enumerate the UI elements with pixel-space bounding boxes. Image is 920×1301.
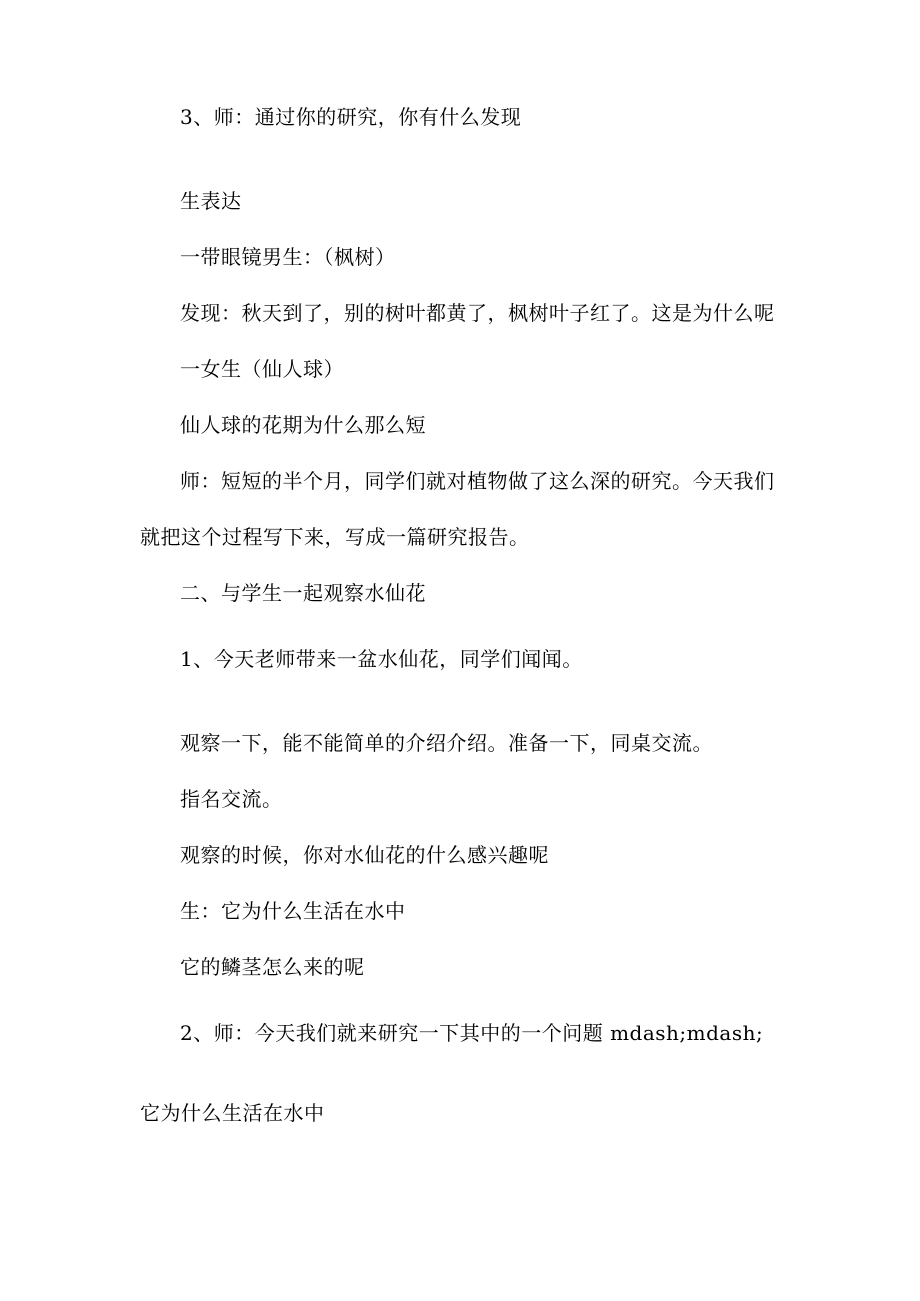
paragraph-1: 3、师：通过你的研究，你有什么发现 [180,105,522,129]
paragraph-9: 观察一下，能不能简单的介绍介绍。准备一下，同桌交流。 [180,731,713,755]
paragraph-12: 生：它为什么生活在水中 [180,899,406,923]
paragraph-7: 师：短短的半个月，同学们就对植物做了这么深的研究。今天我们 [180,469,775,493]
paragraph-13: 它的鳞茎怎么来的呢 [180,955,365,979]
paragraph-6: 仙人球的花期为什么那么短 [180,413,426,437]
paragraph-10: 指名交流。 [180,787,283,811]
paragraph-2: 生表达 [180,189,242,213]
paragraph-5: 一女生（仙人球） [180,357,344,381]
paragraph-14: 2、师：今天我们就来研究一下其中的一个问题 mdash;mdash; [180,1021,764,1045]
paragraph-8: 1、今天老师带来一盆水仙花，同学们闻闻。 [180,647,583,671]
paragraph-11: 观察的时候，你对水仙花的什么感兴趣呢 [180,843,549,867]
paragraph-3: 一带眼镜男生：（枫树） [180,245,396,269]
paragraph-14-continued: 它为什么生活在水中 [140,1101,325,1125]
paragraph-4: 发现：秋天到了，别的树叶都黄了，枫树叶子红了。这是为什么呢 [180,301,775,325]
section-heading: 二、与学生一起观察水仙花 [180,581,426,605]
paragraph-7-continued: 就把这个过程写下来，写成一篇研究报告。 [140,525,530,549]
